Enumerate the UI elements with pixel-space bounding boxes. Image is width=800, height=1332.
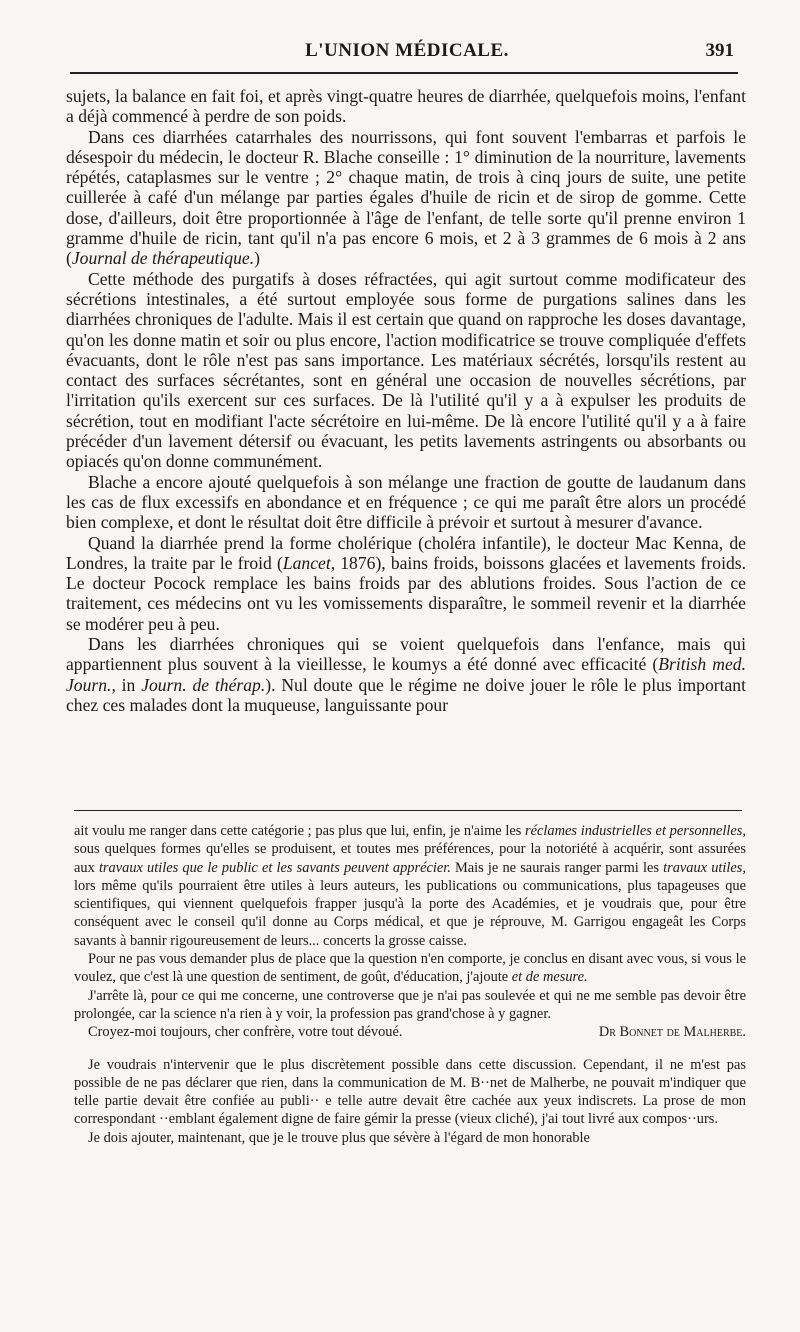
header-rule: [70, 72, 738, 74]
editor-reply: [74, 1056, 746, 1147]
feuilleton-text: [74, 822, 746, 1147]
paragraph-3: Cette méthode des purgatifs à doses réfractées, qui agit surtout comme modificateur des sécrétions intestinales, a été surtout employée sous forme de purgations salines dans les diarrhées chroniques de l'adulte. Mais il est certain que quand on rapproche les doses davantage, qu'on les donne matin et soir ou plus encore, l'action modificatrice se trouve compliquée d'effets évacuants, dont le rôle n'est pas sans importance. Les matériaux sécrétés, lorsqu'ils restent au contact des surfaces sécrétantes, sont en général une occasion de nouvelles sécrétions, par l'irritation qu'ils exercent sur ces surfaces. De là l'utilité qu'il y a à expulser les produits de sécrétion, tout en modifiant l'acte sécrétoire en lui-même. De là encore l'utilité qu'il y a à faire précéder d'un lavement détersif ou évacuant, les petits lavements astringents ou absorbants ou opiacés qu'on donne communément.: [66, 268, 746, 472]
running-title: L'UNION MÉDICALE.: [305, 40, 509, 61]
paragraph-1: sujets, la balance en fait foi, et après vingt-quatre heures de diarrhée, quelquefois moins, l'enfant a déjà commencé à perdre de son poids.: [66, 86, 746, 127]
paragraph-5: Quand la diarrhée prend la forme cholérique (choléra infantile), le docteur Mac Kenna, de Londres, la traite par le froid (Lancet, 1876), bains froids, boissons glacées et lavements froids. Le docteur Pocock remplace les bains froids par des ablutions froides. Sous l'action de ce traitement, ces médecins ont vu les vomissements disparaître, le sommeil revenir et la diarrhée se modérer peu à peu.: [66, 532, 746, 634]
main-body: [66, 86, 746, 715]
note-paragraph-6: Je dois ajouter, maintenant, que je le trouve plus que sévère à l'égard de mon honorable: [88, 1129, 590, 1146]
paragraph-2: Dans ces diarrhées catarrhales des nourrissons, qui font souvent l'embarras et parfois le désespoir du médecin, le docteur R. Blache conseille : 1° diminution de la nourriture, lavements répétés, cataplasmes sur le ventre ; 2° chaque matin, de trois à cinq jours de suite, une petite cuillerée à café d'un mélange par parties égales d'huile de ricin et de sirop de gomme. Cette dose, d'ailleurs, doit être proportionnée à l'âge de l'enfant, de telle sorte qu'il prenne environ 1 gramme d'huile de ricin, tant qu'il n'a pas encore 6 mois, et 2 à 3 grammes de 6 mois à 2 ans (Journal de thérapeutique.): [66, 126, 746, 269]
signature: Dr Bonnet de Malherbe.: [598, 1024, 746, 1041]
citation: Lancet,: [282, 552, 336, 573]
page-header: [72, 38, 742, 72]
paragraph-4: Blache a encore ajouté quelquefois à son mélange une fraction de goutte de laudanum dans les cas de flux excessifs en abondance et en fréquence ; ce qui me paraît être alors un procédé bien complexe, et dont le résultat doit être difficile à prévoir et surtout à mesurer d'avance.: [66, 471, 746, 533]
note-paragraph-5: Je voudrais n'intervenir que le plus discrètement possible dans cette discussion. Cependant, il ne m'est pas possible de ne pas déclarer que rien, dans la communication de M. B··net de Malherbe, ne pouvait m'indiquer que telle partie devait être confiée au publi·· e telle autre devait être cachée aux yeux indiscrets. La prose de mon correspondant ··emblant également digne de faire gémir la presse (vieux cliché), j'ai tout livré aux compos··urs.: [74, 1056, 746, 1128]
closing-line: [74, 1023, 746, 1041]
citation: Journal de thérapeutique.: [71, 248, 255, 269]
citation: British med. Journ.,: [66, 654, 747, 695]
closing-formula: Croyez-moi toujours, cher confrère, votre tout dévoué.: [88, 1024, 403, 1041]
paragraph-6: Dans les diarrhées chroniques qui se voient quelquefois dans l'enfance, mais qui appartiennent plus souvent à la vieillesse, le koumys a été donné avec efficacité (British med. Journ., in Journ. de thérap.). Nul doute que le régime ne doive jouer le rôle le plus important chez ces malades dont la muqueuse, languissante pour: [66, 634, 747, 715]
note-paragraph-2: Pour ne pas vous demander plus de place que la question n'en comporte, je conclus en disant avec vous, si vous le voulez, que c'est là une question de sentiment, de goût, d'éducation, j'ajoute et de mesure.: [74, 951, 746, 986]
page-number: 391: [705, 40, 734, 61]
note-paragraph-1: ait voulu me ranger dans cette catégorie ; pas plus que lui, enfin, je n'aime les réclames industrielles et personnelles, sous quelques formes qu'elles se produisent, et toutes mes préférences, pour la notoriété à acquérir, sont assurées aux travaux utiles que le public et les savants peuvent apprécier. Mais je ne saurais ranger parmi les travaux utiles, lors même qu'ils pourraient être utiles à leurs auteurs, les publications ou communications, plus tapageuses que scientifiques, qui viennent quelquefois frapper jusqu'à la porte des Académies, et je voudrais que, pour être conséquent avec le conseil qu'il donne au Corps médical, et que je réprouve, M. Garrigou engageât les Corps savants à bannir rigoureusement de leurs... concerts la grosse caisse.: [74, 823, 746, 949]
note-paragraph-3: J'arrête là, pour ce qui me concerne, une controverse que je n'ai pas soulevée et qui ne me semble pas devoir être prolongée, car la science n'a rien à y voir, la profession pas grand'chose à y gagner.: [74, 987, 746, 1022]
citation: Journ. de thérap.: [141, 674, 266, 695]
section-rule: [74, 810, 742, 811]
